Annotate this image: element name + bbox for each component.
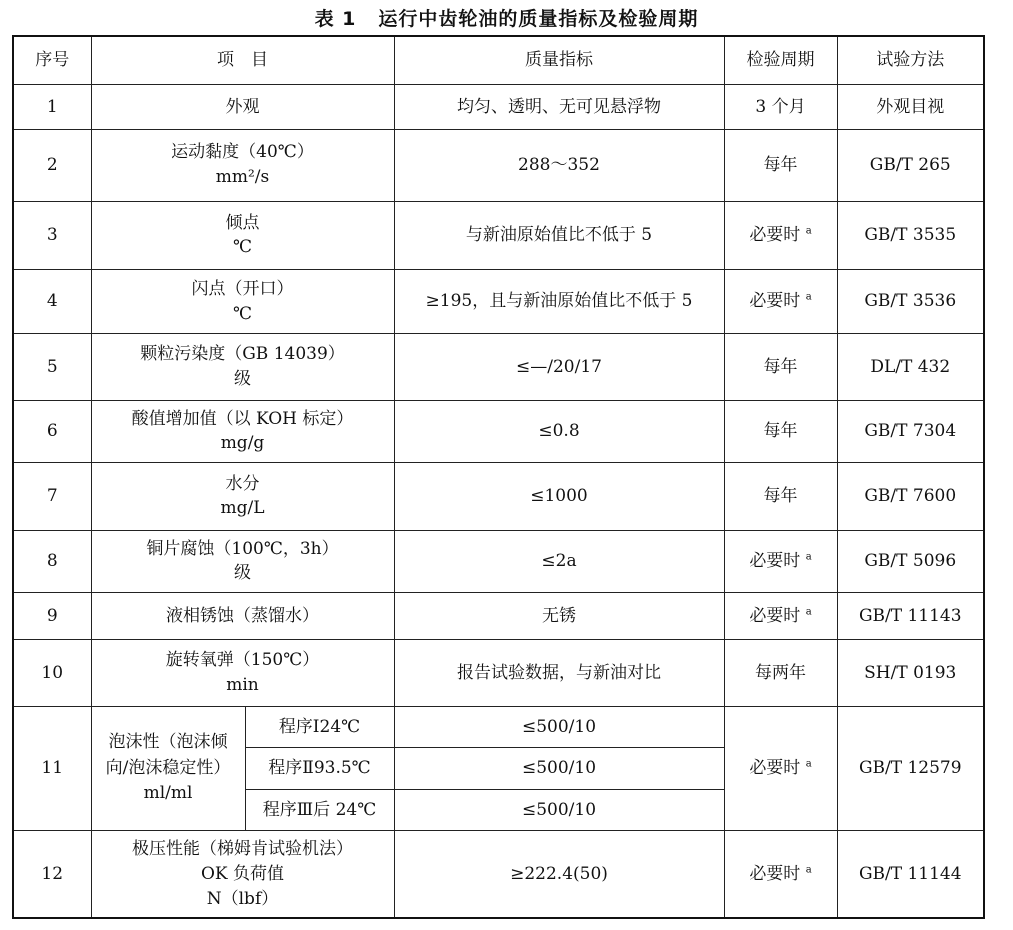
item-cell [91,593,394,640]
quality-cell: 无锈 [394,593,724,640]
seq-cell: 9 [13,593,91,640]
seq-cell: 1 [13,85,91,130]
table-row-foam-1 [13,706,984,748]
table-number: 表 1 [314,8,357,30]
item-unit: mg/g [220,433,265,454]
period-cell: 每年 [724,462,837,530]
extreme-line2: OK 负荷值 [200,863,285,884]
table-title [0,4,1013,31]
header-seq: 序号 [13,36,91,85]
quality-cell: ≥195，且与新油原始值比不低于 5 [394,270,724,334]
item-unit: min [226,674,259,695]
table-row [13,201,984,270]
extreme-method: GB/T 11144 [837,831,984,918]
foam-label-line2: 向/泡沫稳定性） [105,757,231,778]
table-row [13,462,984,530]
seq-cell: 7 [13,462,91,530]
method-cell: GB/T 7600 [837,462,984,530]
foam-method: GB/T 12579 [837,706,984,831]
foam-period-text: 必要时 [749,758,801,779]
seq-cell: 8 [13,530,91,593]
table-row [13,334,984,401]
seq-cell: 3 [13,201,91,270]
item-name: 倾点 [225,212,260,233]
item-cell [91,400,394,462]
item-cell [91,530,394,593]
item-cell [91,85,394,130]
period-cell [724,530,837,593]
extreme-period [724,831,837,918]
extreme-period-note: a [805,864,812,876]
item-name: 颗粒污染度（GB 14039） [140,344,345,365]
table-row [13,593,984,640]
foam-period [724,706,837,831]
item-name: 水分 [225,473,260,494]
method-cell: GB/T 7304 [837,400,984,462]
quality-cell: ≤2a [394,530,724,593]
method-cell: GB/T 3536 [837,270,984,334]
item-cell [91,334,394,401]
table-row [13,129,984,201]
item-cell [91,270,394,334]
item-unit: ℃ [232,303,253,324]
period-text: 必要时 [749,225,801,246]
header-row [13,36,984,85]
foam-label-line1: 泡沫性（泡沫倾 [108,732,228,753]
period-cell: 每年 [724,129,837,201]
header-quality: 质量指标 [394,36,724,85]
period-cell: 每年 [724,334,837,401]
item-name: 旋转氧弹（150℃） [165,650,320,671]
method-cell: GB/T 11143 [837,593,984,640]
quality-cell: ≤1000 [394,462,724,530]
table-title-text: 运行中齿轮油的质量指标及检验周期 [378,8,699,30]
seq-cell: 2 [13,129,91,201]
table-row-extreme [13,831,984,918]
item-unit: ℃ [232,237,253,258]
table-row [13,639,984,706]
seq-cell: 10 [13,639,91,706]
header-period: 检验周期 [724,36,837,85]
foam-sub-name: 程序Ⅰ24℃ [245,706,394,748]
period-cell: 每两年 [724,639,837,706]
quality-cell: ≤—/20/17 [394,334,724,401]
period-cell [724,593,837,640]
period-note: a [805,551,812,563]
period-cell [724,270,837,334]
extreme-quality: ≥222.4(50) [394,831,724,918]
table-row [13,85,984,130]
period-cell: 3 个月 [724,85,837,130]
item-name: 运动黏度（40℃） [171,142,314,163]
header-item: 项 目 [91,36,394,85]
item-cell [91,462,394,530]
item-cell [91,129,394,201]
period-cell: 每年 [724,400,837,462]
period-note: a [805,606,812,618]
item-unit: 级 [234,563,251,584]
method-cell: 外观目视 [837,85,984,130]
method-cell: GB/T 5096 [837,530,984,593]
table-row [13,270,984,334]
quality-cell: 与新油原始值比不低于 5 [394,201,724,270]
seq-cell: 6 [13,400,91,462]
quality-cell: 288～352 [394,129,724,201]
item-cell [91,639,394,706]
extreme-line1: 极压性能（梯姆肯试验机法） [132,839,353,860]
foam-sub-quality: ≤500/10 [394,706,724,748]
item-name: 铜片腐蚀（100℃，3h） [146,538,339,559]
foam-sub-quality: ≤500/10 [394,748,724,790]
quality-cell: 均匀、透明、无可见悬浮物 [394,85,724,130]
foam-unit: ml/ml [143,783,193,804]
foam-item [91,706,245,831]
foam-sub-name: 程序Ⅱ93.5℃ [245,748,394,790]
method-cell: GB/T 3535 [837,201,984,270]
foam-period-note: a [805,758,812,770]
quality-table [12,35,985,919]
extreme-period-text: 必要时 [749,863,801,884]
period-note: a [805,291,812,303]
item-name: 液相锈蚀（蒸馏水） [166,605,319,626]
period-note: a [805,225,812,237]
extreme-seq: 12 [13,831,91,918]
item-name: 闪点（开口） [191,279,294,300]
period-cell [724,201,837,270]
quality-cell: ≤0.8 [394,400,724,462]
foam-seq: 11 [13,706,91,831]
foam-sub-name: 程序Ⅲ后 24℃ [245,789,394,831]
extreme-line3: N（lbf） [206,888,279,909]
period-text: 必要时 [749,291,801,312]
quality-cell: 报告试验数据，与新油对比 [394,639,724,706]
item-name: 酸值增加值（以 KOH 标定） [131,408,354,429]
extreme-item [91,831,394,918]
period-text: 必要时 [749,551,801,572]
foam-sub-quality: ≤500/10 [394,789,724,831]
seq-cell: 4 [13,270,91,334]
item-unit: 级 [234,369,251,390]
table-row [13,400,984,462]
header-method: 试验方法 [837,36,984,85]
table-row [13,530,984,593]
seq-cell: 5 [13,334,91,401]
method-cell: GB/T 265 [837,129,984,201]
item-cell [91,201,394,270]
method-cell: DL/T 432 [837,334,984,401]
item-name: 外观 [225,96,260,117]
item-unit: mm²/s [215,167,270,188]
item-unit: mg/L [220,498,265,519]
period-text: 必要时 [749,605,801,626]
method-cell: SH/T 0193 [837,639,984,706]
